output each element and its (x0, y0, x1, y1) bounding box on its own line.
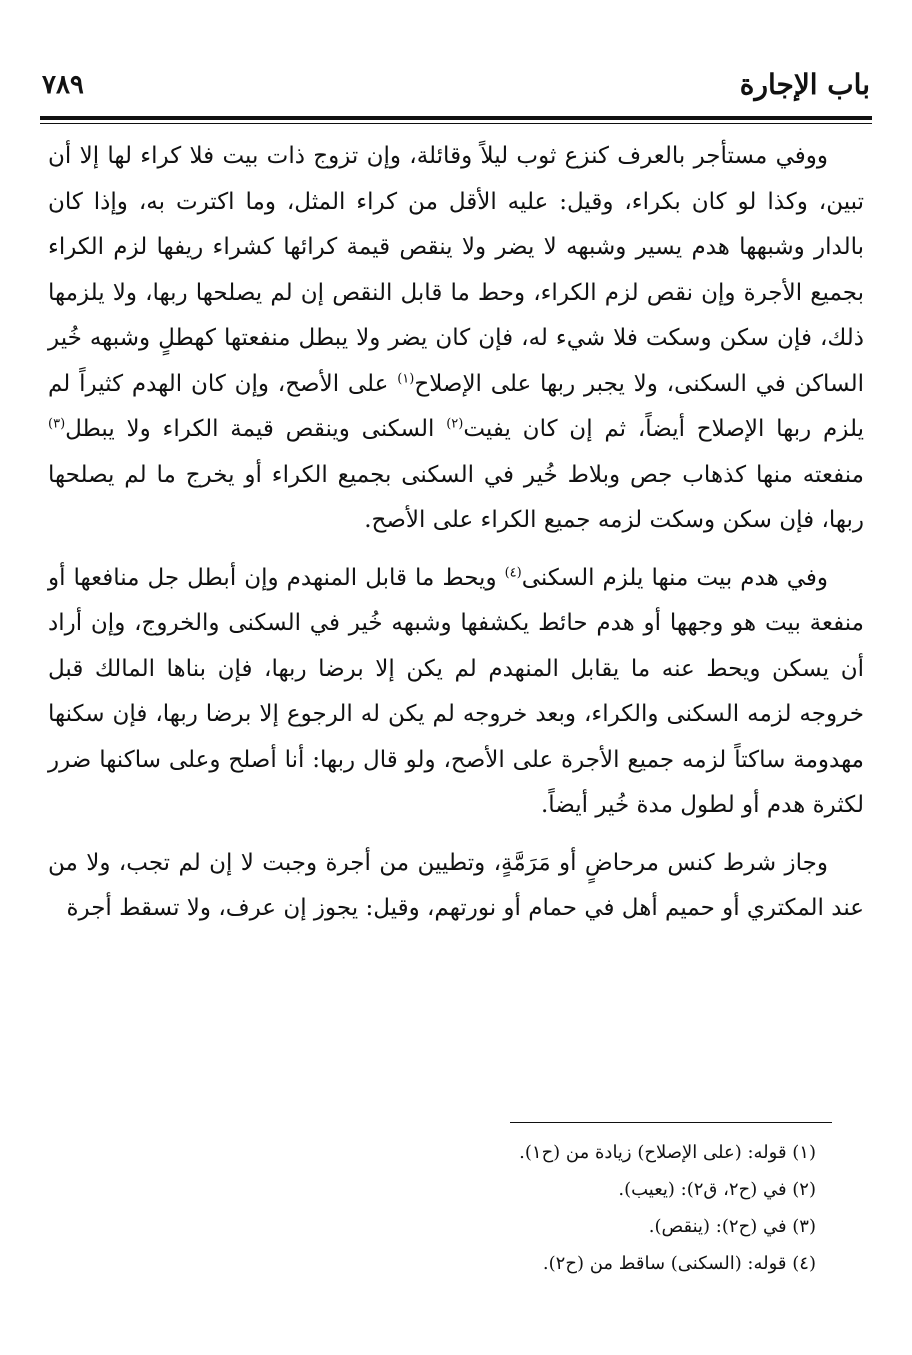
header-rule-thick (40, 116, 872, 120)
footnote-4: (٤) قوله: (السكنى) ساقط من (ح٢). (542, 1253, 816, 1274)
page-header (40, 62, 872, 112)
main-text (48, 134, 864, 944)
footnote-reference: (٣) (48, 416, 66, 432)
paragraph (48, 556, 864, 829)
footnote-1: (١) قوله: (على الإصلاح) زيادة من (ح١). (519, 1142, 816, 1163)
paragraph-text: ووفي مستأجر بالعرف كنزع ثوب ليلاً وقائلة، وإن تزوج ذات بيت فلا كراء لها إلا أن تبين، وكذا لو كان بكراء، وقيل: عليه الأقل من كراء المثل، وما اكترت به، وإذا كان بالدار وشبهها هدم يسير وشبهه لا يضر ولا ينقص قيمة كرائها كشراء ريفها لزم الكراء بجميع الأجرة وإن نقص لزم الكراء، وحط ما قابل النقص إن لم يصلحها ربها، ولا يلزمها ذلك، فإن سكن وسكت فلا شيء له، فإن كان يضر ولا يبطل منفعتها كهطلٍ وشبهه خُير الساكن في السكنى، ولا يجبر ربها على الإصلاح (48, 143, 864, 397)
paragraph-text: على الأصح، وإن كان الهدم كثيراً لم يلزم ربها الإصلاح أيضاً، ثم إن كان يفيت (48, 370, 865, 442)
header-rule-thin (40, 123, 872, 124)
page-number: ٧٨٩ (42, 70, 84, 100)
chapter-title: باب الإجارة (739, 68, 870, 101)
paragraph (48, 134, 864, 544)
paragraph-text: وفي هدم بيت منها يلزم السكنى (521, 564, 828, 591)
footnote-reference: (٤) (504, 564, 522, 580)
footnote-reference: (١) (397, 370, 415, 386)
paragraph (48, 841, 864, 932)
footnotes (200, 1134, 816, 1282)
footnote-2: (٢) في (ح٢، ق٢): (يعيب). (618, 1179, 816, 1200)
footnote-reference: (٢) (446, 416, 464, 432)
footnote-3: (٣) في (ح٢): (ينقص). (648, 1216, 816, 1237)
footnote-divider (510, 1122, 832, 1123)
paragraph-text: السكنى وينقص قيمة الكراء ولا يبطل (65, 416, 447, 442)
paragraph-text: وجاز شرط كنس مرحاضٍ أو مَرَمَّةٍ، وتطيين من أجرة وجبت لا إن لم تجب، ولا من عند المكتري أو حميم أهل في حمام أو نورتهم، وقيل: يجوز إن عرف، ولا تسقط أجرة (48, 849, 864, 921)
paragraph-text: منفعته منها كذهاب جص وبلاط خُير في السكنى بجميع الكراء أو يخرج ما لم يصلحها ربها، فإن سكن وسكت لزمه جميع الكراء على الأصح. (48, 461, 864, 533)
paragraph-text: ويحط ما قابل المنهدم وإن أبطل جل منافعها أو منفعة بيت هو وجهها أو هدم حائط يكشفها وشبهه خُير في السكنى والخروج، وإن أراد أن يسكن ويحط عنه ما يقابل المنهدم لم يكن إلا برضا ربها، فإن بناها المالك قبل خروجه لزمه السكنى والكراء، وبعد خروجه لم يكن له الرجوع إلا برضا ربها، فإن سكنها مهدومة ساكتاً لزمه جميع الأجرة على الأصح، ولو قال ربها: أنا أصلح وعلى ساكنها ضرر لكثرة هدم أو لطول مدة خُير أيضاً. (48, 564, 864, 818)
